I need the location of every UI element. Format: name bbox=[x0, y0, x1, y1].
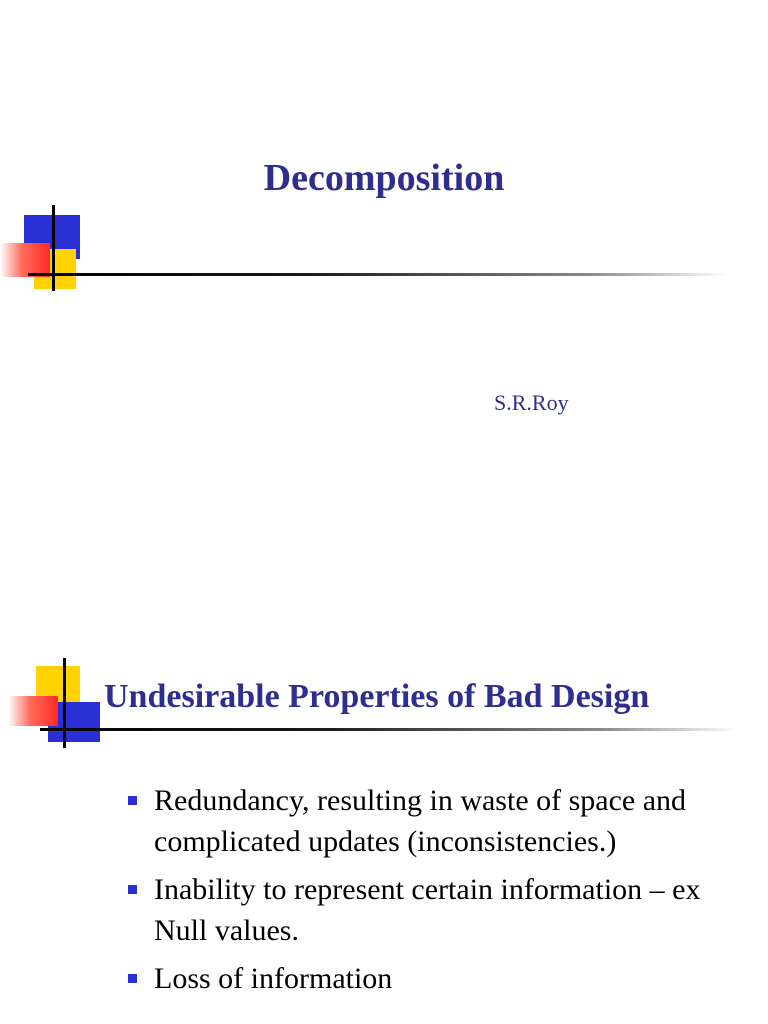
slide-title: Undesirable Properties of Bad Design bbox=[104, 678, 650, 715]
red-bar bbox=[8, 696, 58, 726]
list-item bbox=[128, 869, 748, 951]
list-item-text: Inability to represent certain information – ex Null values. bbox=[154, 873, 701, 947]
title-rule bbox=[40, 728, 740, 731]
author-name: S.R.Roy bbox=[494, 390, 569, 415]
square-bullet-icon bbox=[128, 796, 137, 805]
square-bullet-icon bbox=[128, 885, 137, 894]
list-item bbox=[128, 958, 748, 999]
square-bullet-icon bbox=[128, 974, 137, 983]
bullet-list bbox=[128, 780, 748, 1006]
red-bar bbox=[0, 243, 50, 277]
list-item-text: Redundancy, resulting in waste of space and complicated updates (inconsistencies.) bbox=[154, 784, 687, 858]
list-item-text: Loss of information bbox=[154, 962, 393, 995]
decorative-blocks bbox=[0, 205, 100, 295]
vertical-line bbox=[63, 658, 66, 748]
vertical-line bbox=[52, 205, 55, 291]
slide-title: Decomposition bbox=[263, 157, 505, 199]
decorative-blocks bbox=[8, 658, 108, 750]
list-item bbox=[128, 780, 748, 862]
title-rule bbox=[28, 273, 728, 276]
